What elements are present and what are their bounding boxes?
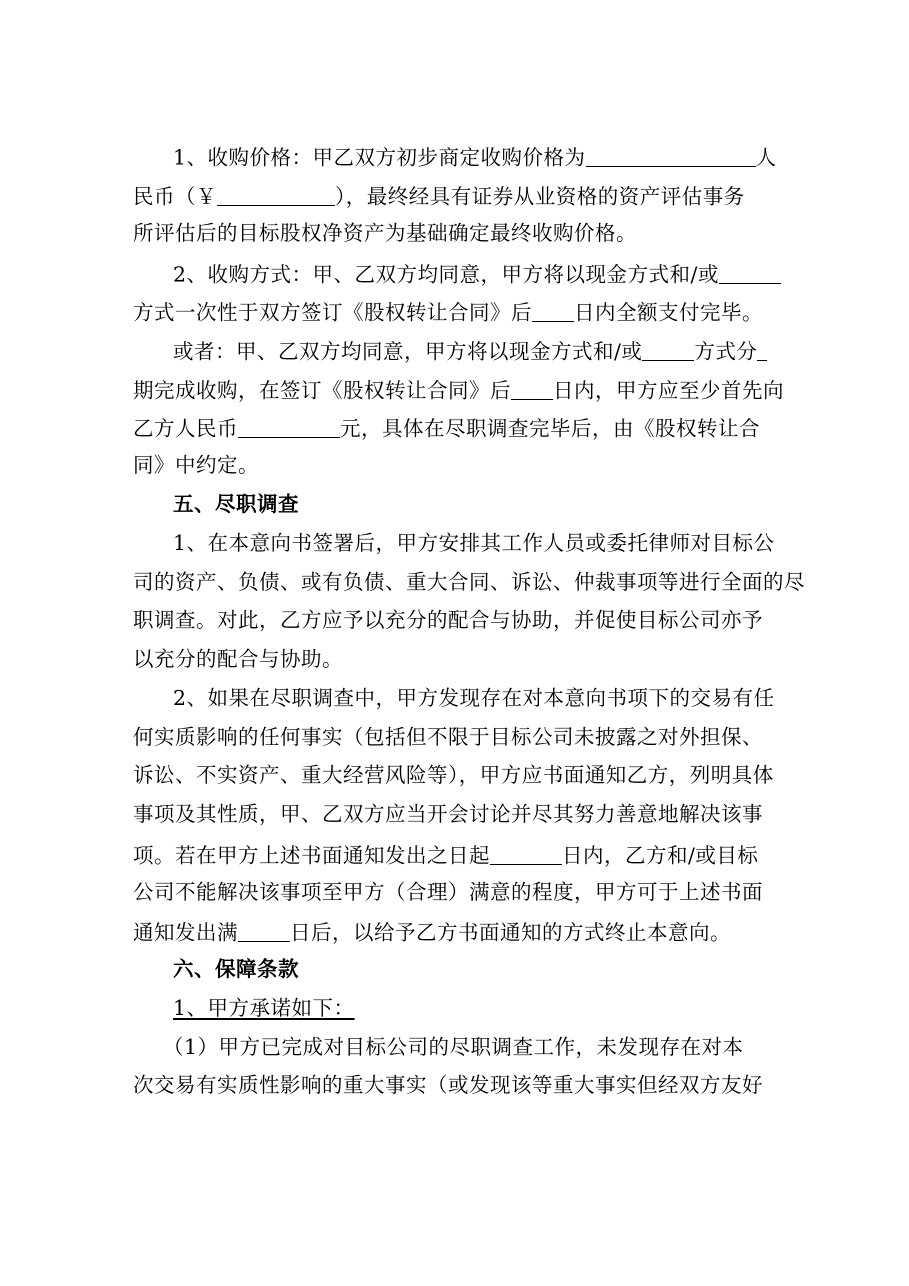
section-heading-due-diligence: 五、尽职调查 [173, 492, 299, 516]
alternative-line-2 [133, 378, 784, 401]
text-run: 2、收购方式：甲、乙双方均同意，甲方将以现金方式和/或 [173, 262, 719, 287]
due-diligence-1-line-2: 司的资产、负债、或有负债、重大合同、诉讼、仲裁事项等进行全面的尽 [133, 570, 805, 594]
alternative-line-1 [173, 339, 767, 362]
due-diligence-1-line-1: 1、在本意向书签署后，甲方安排其工作人员或委托律师对目标公 [173, 531, 775, 555]
due-diligence-2-line-1: 2、如果在尽职调查中，甲方发现存在对本意向书项下的交易有任 [173, 686, 775, 710]
text-run: 方式一次性于双方签订《股权转让合同》后 [133, 300, 532, 325]
blank-field [719, 262, 781, 284]
text-run: 日内，乙方和/或目标 [562, 843, 759, 868]
blank-field [238, 920, 290, 942]
due-diligence-2-line-7 [133, 920, 731, 943]
due-diligence-2-line-4: 事项及其性质，甲、乙双方应当开会讨论并尽其努力善意地解决该事 [133, 802, 763, 826]
purchase-price-line-1 [173, 145, 777, 168]
text-run: 1、收购价格：甲乙双方初步商定收购价格为 [173, 145, 586, 170]
section-heading-guarantees: 六、保障条款 [173, 957, 299, 981]
text-run: 日后，以给予乙方书面通知的方式终止本意向。 [290, 920, 731, 945]
due-diligence-2-line-5 [133, 843, 758, 866]
blank-field [238, 416, 340, 438]
text-run: ），最终经具有证券从业资格的资产评估事务 [335, 184, 745, 209]
text-run: 通知发出满 [133, 920, 238, 945]
text-run: 日内，甲方应至少首先向 [553, 378, 784, 403]
subsection-party-a-commitments: 1、甲方承诺如下： [173, 996, 355, 1020]
commitment-1-line-2: 次交易有实质性影响的重大事实（或发现该等重大事实但经双方友好 [133, 1073, 763, 1097]
text-run: 民币（￥ [133, 184, 217, 209]
text-run: 或者：甲、乙双方均同意，甲方将以现金方式和/或 [173, 339, 643, 364]
due-diligence-1-line-3: 职调查。对此，乙方应予以充分的配合与协助，并促使目标公司亦予 [133, 608, 763, 632]
purchase-method-line-2 [133, 300, 763, 323]
due-diligence-2-line-6: 公司不能解决该事项至甲方（合理）满意的程度，甲方可于上述书面 [133, 880, 763, 904]
text-run: 项。若在甲方上述书面通知发出之日起 [133, 843, 490, 868]
text-run: 期完成收购，在签订《股权转让合同》后 [133, 378, 511, 403]
blank-field [217, 184, 335, 206]
alternative-line-4: 同》中约定。 [133, 453, 259, 477]
purchase-price-line-3: 所评估后的目标股权净资产为基础确定最终收购价格。 [133, 221, 637, 245]
alternative-line-3 [133, 416, 760, 439]
blank-field [511, 378, 553, 400]
text-run: 方式分 [694, 339, 758, 364]
blank-field [642, 339, 694, 361]
purchase-price-line-2 [133, 184, 745, 207]
text-run: 元，具体在尽职调查完毕后，由《股权转让合 [340, 416, 760, 441]
due-diligence-1-line-4: 以充分的配合与协助。 [133, 647, 343, 671]
blank-field [586, 145, 756, 167]
text-run: 人 [755, 145, 777, 170]
due-diligence-2-line-3: 诉讼、不实资产、重大经营风险等），甲方应书面通知乙方，列明具体 [133, 763, 774, 787]
text-run: 日内全额支付完毕。 [574, 300, 763, 325]
blank-field [490, 843, 562, 865]
text-run: 乙方人民币 [133, 416, 238, 441]
commitment-1-line-1: （1）甲方已完成对目标公司的尽职调查工作，未发现存在对本 [163, 1035, 744, 1059]
blank-field [532, 300, 574, 322]
due-diligence-2-line-2: 何实质影响的任何事实（包括但不限于目标公司未披露之对外担保、 [133, 725, 763, 749]
blank-field [757, 339, 767, 361]
purchase-method-line-1 [173, 262, 781, 285]
